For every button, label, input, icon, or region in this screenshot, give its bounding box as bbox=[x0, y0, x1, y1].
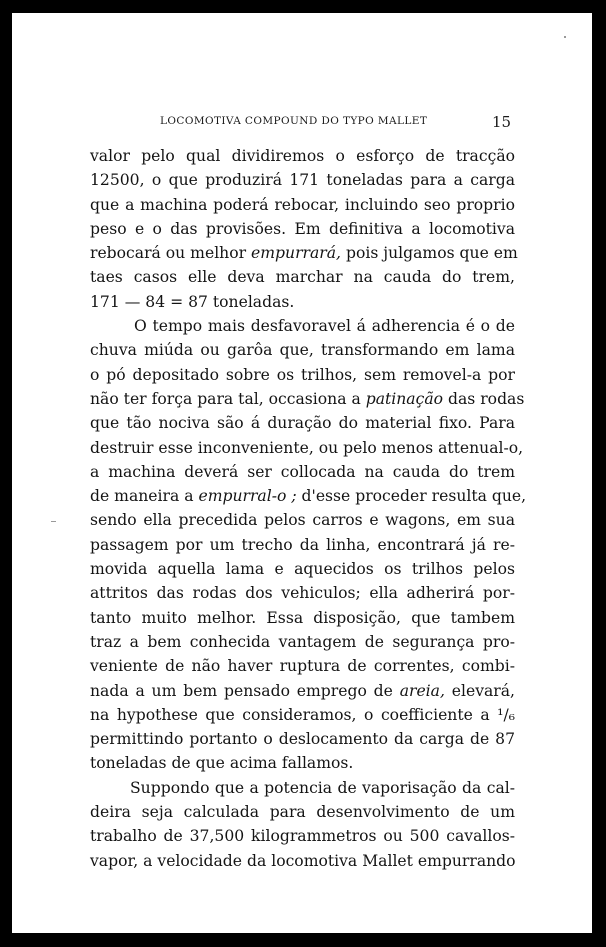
text-line: vapor, a velocidade da locomotiva Mallet empurrando bbox=[90, 851, 516, 870]
text-line: peso e o das provisões. Em definitiva a locomotiva bbox=[90, 219, 515, 238]
body-text bbox=[90, 144, 527, 873]
text-segment: não ter força para tal, occasiona a bbox=[90, 389, 366, 408]
italic-word: empurrará, bbox=[251, 244, 341, 263]
margin-speck bbox=[51, 521, 56, 522]
text-line: permittindo portanto o deslocamento da carga de 87 bbox=[90, 730, 515, 749]
text-segment: das rodas bbox=[443, 389, 525, 408]
text-line: sendo ella precedida pelos carros e wagons, em sua bbox=[90, 511, 515, 530]
text-segment: elevará, bbox=[444, 681, 516, 700]
page-number: 15 bbox=[492, 113, 512, 131]
text-segment: de maneira a bbox=[90, 487, 199, 506]
text-line: a machina deverá ser collocada na cauda do trem bbox=[90, 462, 515, 481]
text-line: destruir esse inconveniente, ou pelo menos attenual-o, bbox=[90, 438, 524, 457]
text-line bbox=[90, 241, 518, 265]
text-line bbox=[90, 703, 515, 727]
fraction: ¹/₆ bbox=[497, 705, 515, 724]
text-line: movida aquella lama e aquecidos os trilhos pelos bbox=[90, 560, 515, 579]
text-line: valor pelo qual dividiremos o esforço de tracção bbox=[90, 147, 515, 165]
italic-word: areia, bbox=[399, 681, 445, 700]
text-line: o pó depositado sobre os trilhos, sem removel-a por bbox=[90, 365, 515, 384]
text-segment: pois julgamos que em bbox=[341, 244, 518, 263]
book-page bbox=[12, 13, 592, 933]
text-line: traz a bem conhecida vantagem de segurança pro- bbox=[90, 632, 515, 651]
text-line: deira seja calculada para desenvolvimento de um bbox=[90, 803, 515, 822]
italic-word: patinação bbox=[365, 389, 444, 408]
running-head bbox=[12, 113, 592, 133]
text-line: tanto muito melhor. Essa disposição, que tambem bbox=[90, 608, 515, 627]
text-line bbox=[90, 679, 515, 703]
text-line: que tão nociva são á duração do material fixo. Para bbox=[90, 414, 515, 433]
text-line: taes casos elle deva marchar na cauda do trem, bbox=[90, 268, 515, 287]
text-line: que a machina poderá rebocar, incluindo seo proprio bbox=[90, 195, 515, 214]
text-segment: nada a um bem pensado emprego de bbox=[90, 681, 400, 700]
text-line bbox=[90, 387, 525, 411]
paragraph-start-line: Suppondo que a potencia de vaporisação da cal- bbox=[130, 778, 515, 797]
italic-word: empurral-o ; bbox=[198, 487, 297, 506]
text-segment: d'esse proceder resulta que, bbox=[296, 487, 527, 506]
text-line: passagem por um trecho da linha, encontrará já re- bbox=[90, 535, 515, 554]
text-line: 171 — 84 = 87 toneladas. bbox=[90, 292, 295, 311]
text-line: toneladas de que acima fallamos. bbox=[90, 754, 354, 773]
margin-speck bbox=[564, 36, 566, 38]
text-line: attritos das rodas dos vehiculos; ella adherirá por- bbox=[90, 584, 515, 603]
text-line bbox=[90, 484, 527, 508]
text-line: trabalho de 37,500 kilogrammetros ou 500 cavallos- bbox=[90, 827, 515, 846]
text-line: chuva miúda ou garôa que, transformando em lama bbox=[90, 341, 515, 360]
running-title: LOCOMOTIVA COMPOUND DO TYPO MALLET bbox=[160, 115, 428, 127]
paragraph-start-line: O tempo mais desfavoravel á adherencia é o de bbox=[134, 317, 515, 336]
text-segment: rebocará ou melhor bbox=[90, 244, 252, 263]
text-line: 12500, o que produzirá 171 toneladas para a carga bbox=[90, 171, 515, 190]
text-segment: na hypothese que consideramos, o coefficiente a bbox=[90, 705, 498, 724]
text-line: veniente de não haver ruptura de correntes, combi- bbox=[90, 657, 515, 676]
